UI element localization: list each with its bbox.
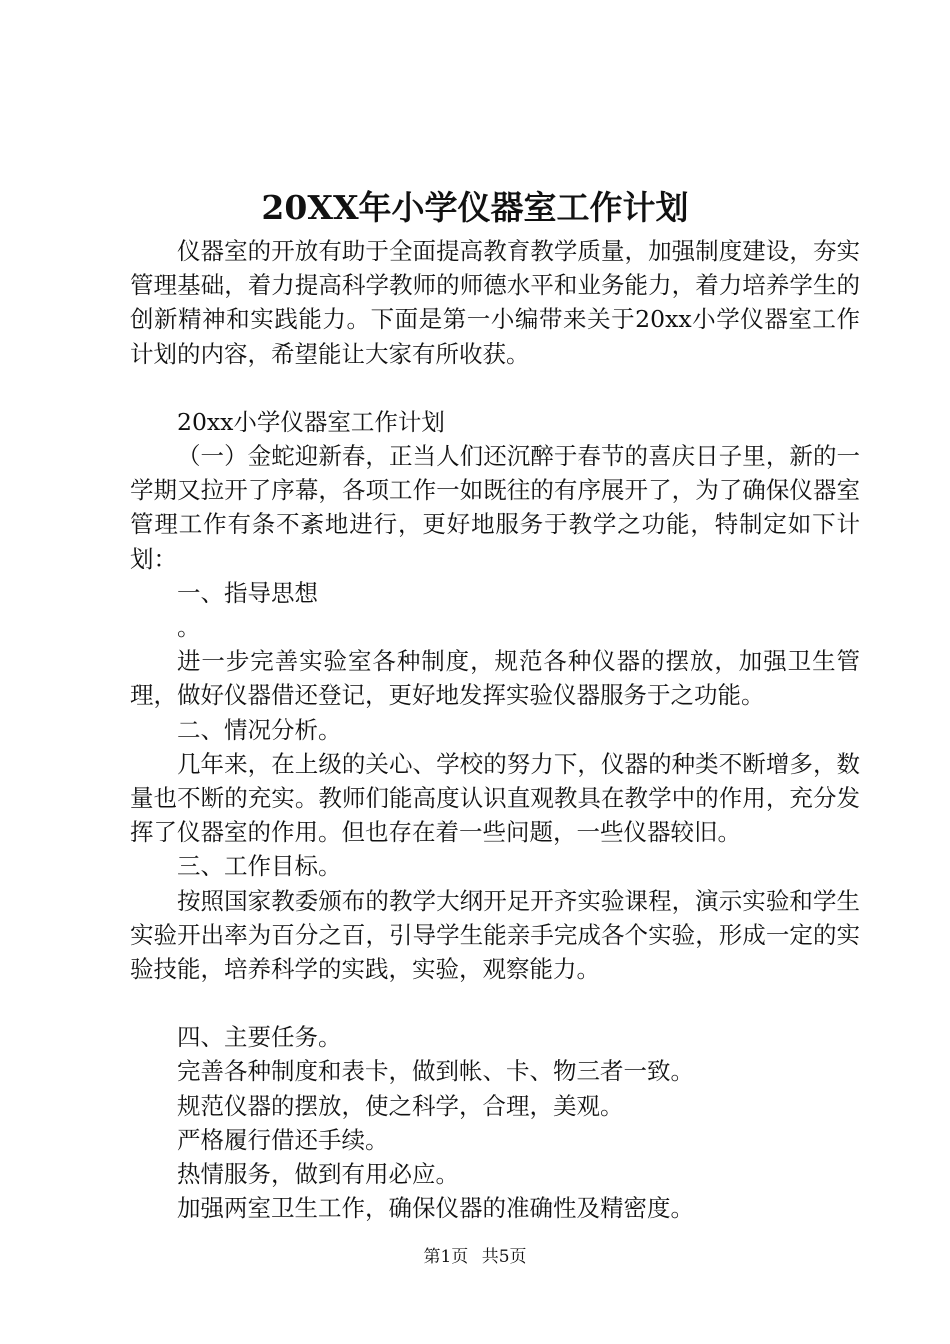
section-1-dot: 。 [177, 613, 201, 642]
section-2-heading: 二、情况分析。 [177, 715, 342, 744]
task-item: 热情服务，做到有用必应。 [177, 1160, 459, 1189]
document-body [130, 234, 860, 1225]
section-3-body: 按照国家教委颁布的教学大纲开足开齐实验课程，演示实验和学生实验开出率为百分之百，引导学生能亲手完成各个实验，形成一定的实验技能，培养科学的实践，实验，观察能力。 [130, 886, 860, 984]
task-item: 加强两室卫生工作，确保仪器的准确性及精密度。 [177, 1194, 694, 1223]
paragraph-spacer [130, 986, 860, 1020]
section-2-body: 几年来，在上级的关心、学校的努力下，仪器的种类不断增多，数量也不断的充实。教师们能高度认识直观教具在教学中的作用，充分发挥了仪器室的作用。但也存在着一些问题，一些仪器较旧。 [130, 749, 860, 847]
page-total: 共5页 [481, 1247, 527, 1267]
task-item: 严格履行借还手续。 [177, 1125, 389, 1154]
section-4-heading: 四、主要任务。 [177, 1023, 342, 1052]
section-3-heading: 三、工作目标。 [177, 852, 342, 881]
section-1-heading: 一、指导思想 [177, 578, 318, 607]
intro-paragraph: 仪器室的开放有助于全面提高教育教学质量，加强制度建设，夯实管理基础，着力提高科学教师的师德水平和业务能力，着力培养学生的创新精神和实践能力。下面是第一小编带来关于20xx小学仪器室工作计划的内容，希望能让大家有所收获。 [130, 237, 860, 368]
preface-paragraph: （一）金蛇迎新春，正当人们还沉醉于春节的喜庆日子里，新的一学期又拉开了序幕，各项工作一如既往的有序展开了，为了确保仪器室管理工作有条不紊地进行，更好地服务于教学之功能，特制定如下计划： [130, 442, 860, 573]
task-item: 规范仪器的摆放，使之科学，合理，美观。 [177, 1091, 624, 1120]
task-item: 完善各种制度和表卡，做到帐、卡、物三者一致。 [177, 1057, 694, 1086]
subtitle: 20xx小学仪器室工作计划 [177, 407, 445, 436]
paragraph-spacer [130, 371, 860, 405]
document-title: 20XX年小学仪器室工作计划 [261, 188, 689, 227]
page-number: 第1页 [423, 1247, 469, 1267]
section-1-body: 进一步完善实验室各种制度，规范各种仪器的摆放，加强卫生管理，做好仪器借还登记，更好地发挥实验仪器服务于之功能。 [130, 647, 860, 710]
page-footer [0, 1245, 950, 1269]
